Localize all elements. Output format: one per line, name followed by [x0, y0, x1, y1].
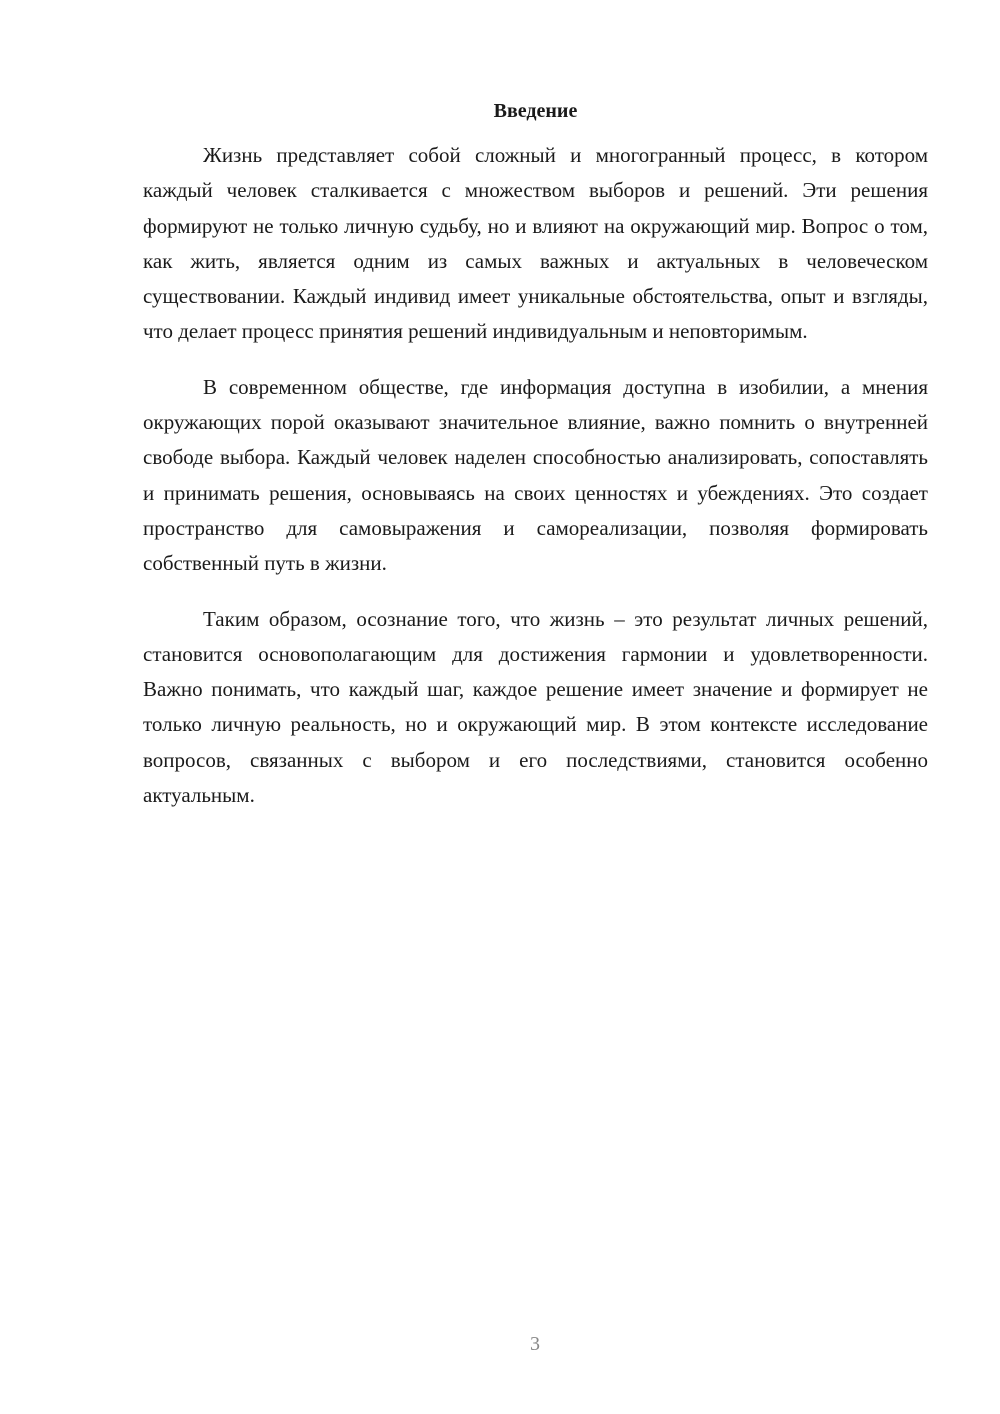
paragraph-3: Таким образом, осознание того, что жизнь – это результат личных решений, становится основополагающим для достижения гармонии и удовлетворенности. Важно понимать, что каждый шаг, каждое решение имеет значение и формирует не только личную реальность, но и окружающий мир. В этом контексте исследование вопросов, связанных с выбором и его последствиями, становится особенно актуальным. — [143, 606, 928, 808]
page-content — [143, 96, 928, 833]
page-number: 3 — [530, 1333, 540, 1355]
paragraph-2: В современном обществе, где информация доступна в изобилии, а мнения окружающих порой оказывают значительное влияние, важно помнить о внутренней свободе выбора. Каждый человек наделен способностью анализировать, сопоставлять и принимать решения, основываясь на своих ценностях и убеждениях. Это создает пространство для самовыражения и самореализации, позволяя формировать собственный путь в жизни. — [143, 374, 928, 576]
section-title: Введение — [493, 100, 578, 122]
paragraph-1: Жизнь представляет собой сложный и многогранный процесс, в котором каждый человек сталкивается с множеством выборов и решений. Эти решения формируют не только личную судьбу, но и влияют на окружающий мир. Вопрос о том, как жить, является одним из самых важных и актуальных в человеческом существовании. Каждый индивид имеет уникальные обстоятельства, опыт и взгляды, что делает процесс принятия решений индивидуальным и неповторимым. — [143, 143, 928, 344]
